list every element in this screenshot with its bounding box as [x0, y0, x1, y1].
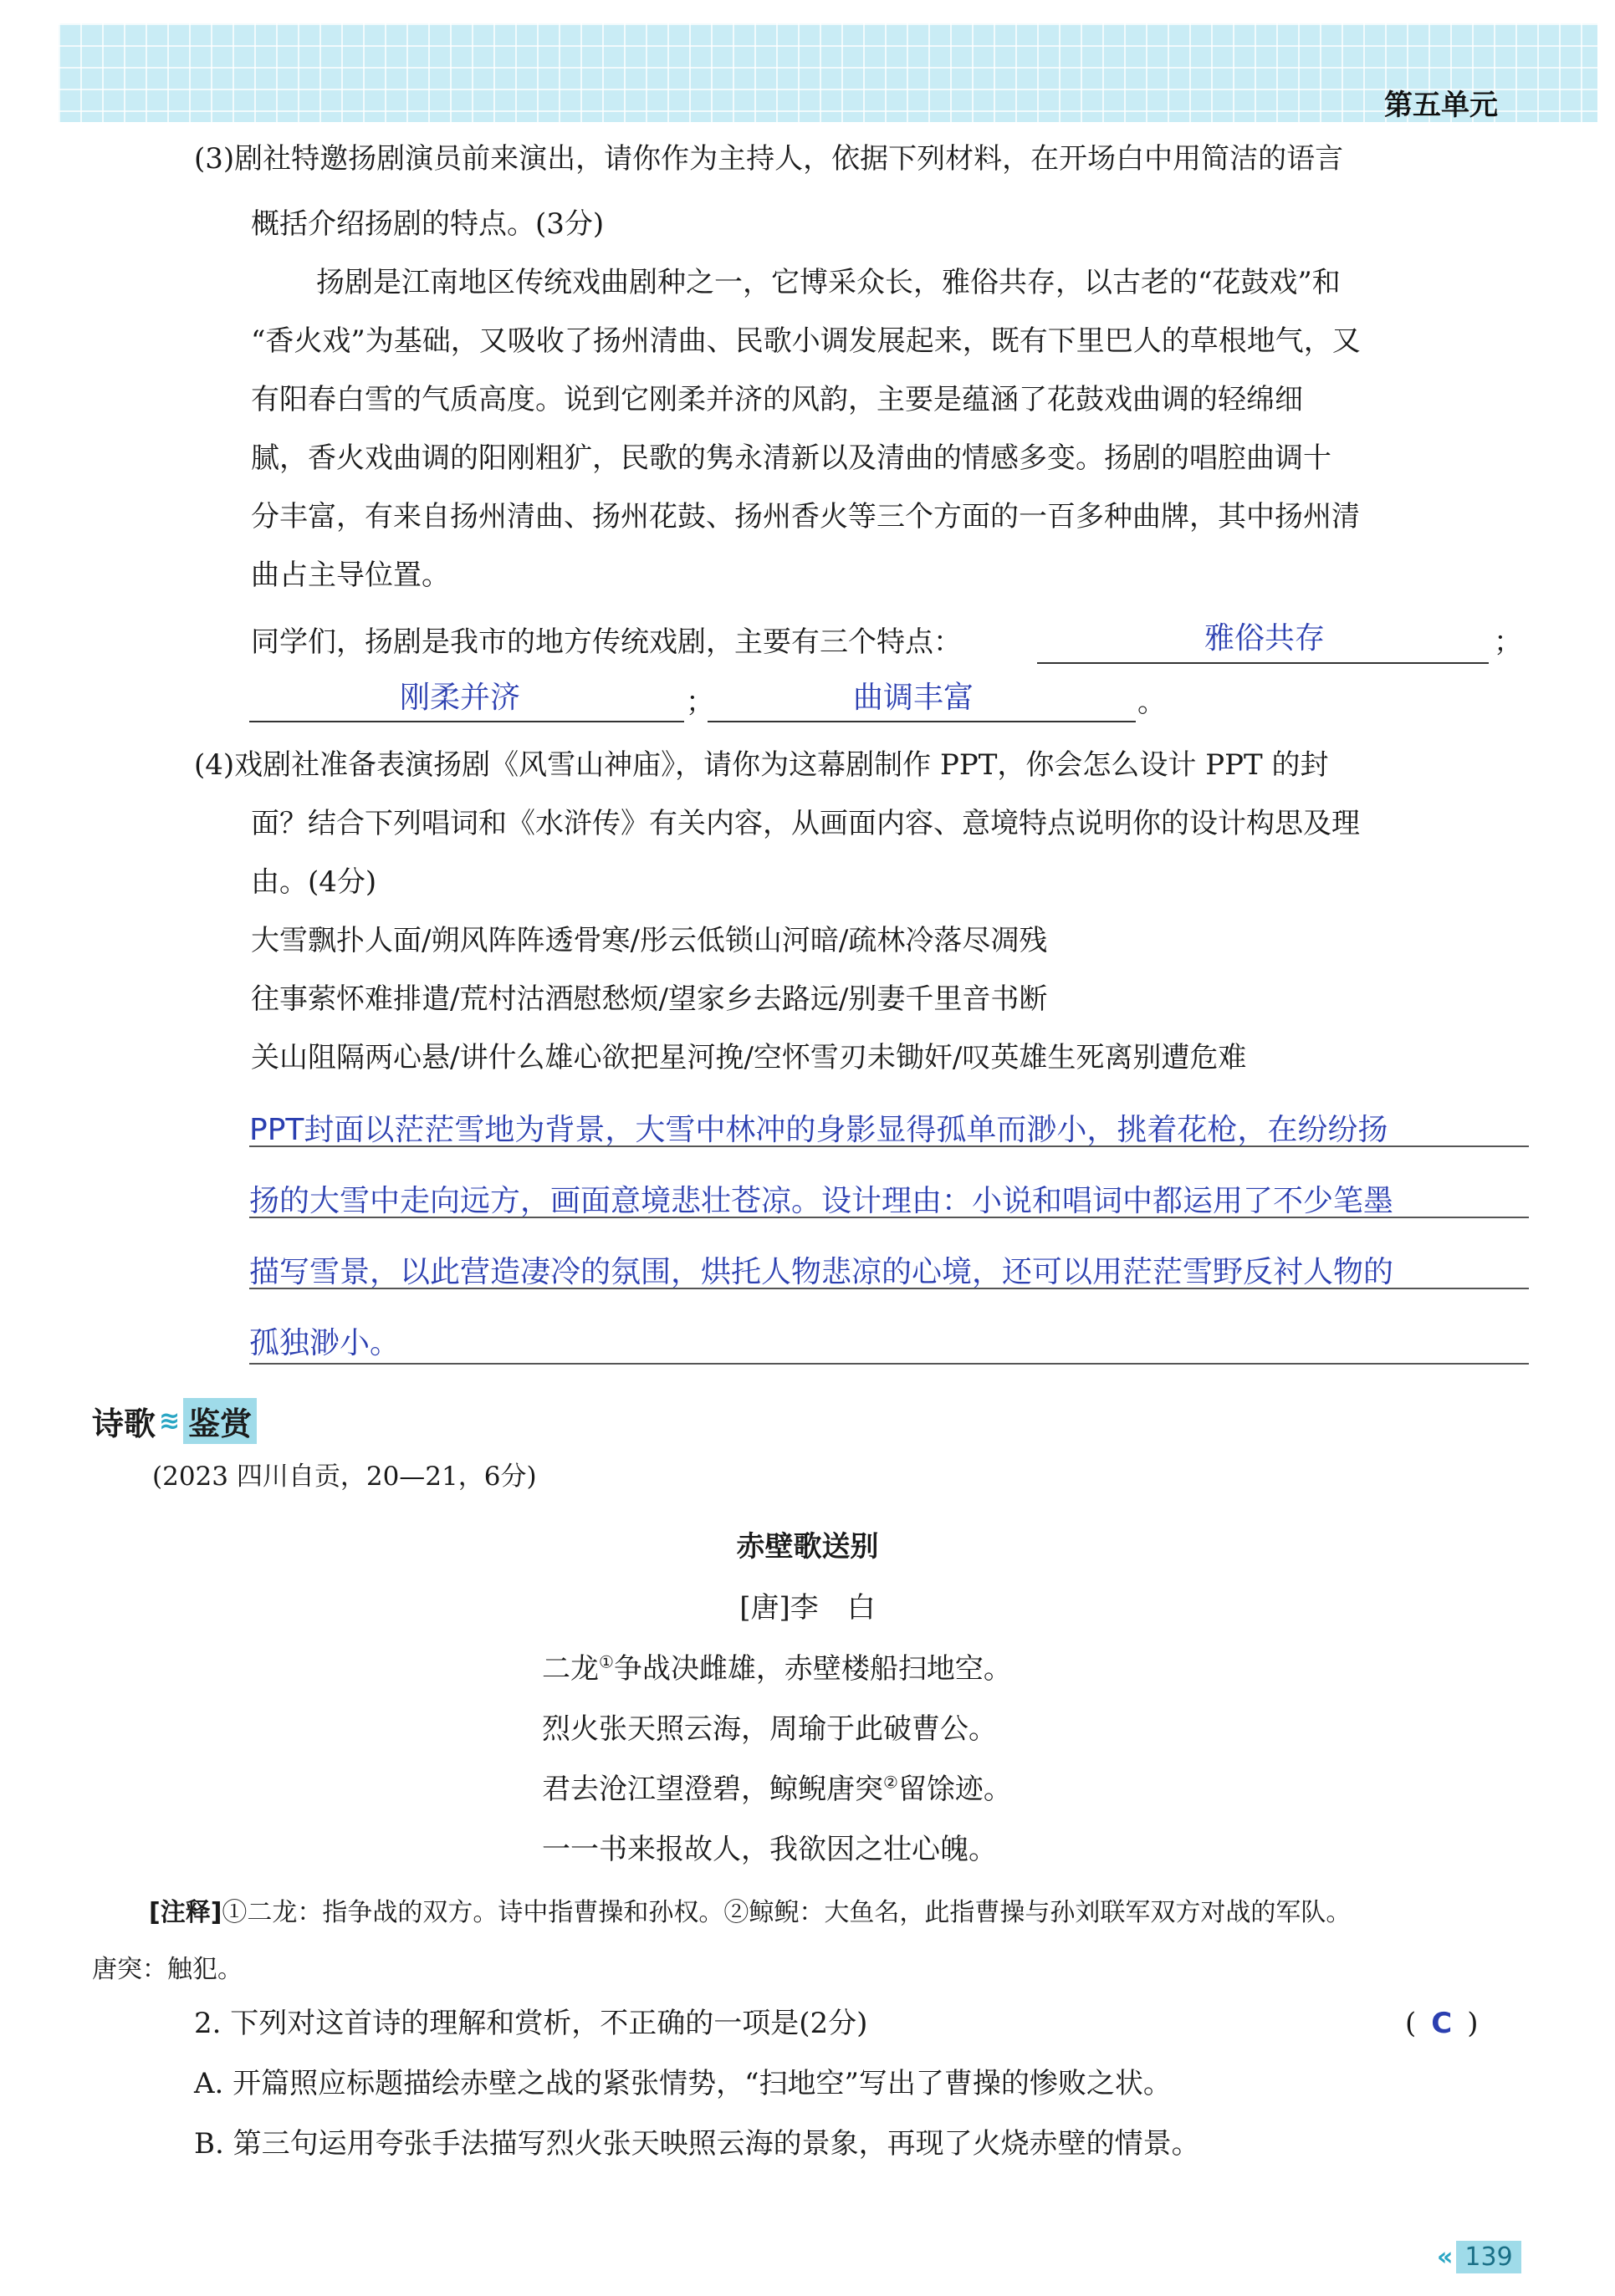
q3-separator: ；: [686, 686, 714, 719]
answer-rule: [249, 1288, 1529, 1289]
q3-stem-line1: (3)剧社特邀扬剧演员前来演出，请你作为主持人，依据下列材料，在开场白中用简洁的语言: [194, 142, 1344, 176]
q3-stem-line2: 概括介绍扬剧的特点。(3分): [251, 207, 605, 241]
q3-material-line: “香火戏”为基础，又吸收了扬州清曲、民歌小调发展起来，既有下里巴人的草根地气，又: [251, 324, 1361, 358]
q4-answer-line: 扬的大雪中走向远方，画面意境悲壮苍凉。设计理由：小说和唱词中都运用了不少笔墨: [249, 1184, 1394, 1218]
q3-answer-3: 曲调丰富: [853, 681, 974, 715]
q4-stem-line3: 由。(4分): [251, 865, 377, 899]
q3-answer-1: 雅俗共存: [1204, 621, 1326, 656]
q2-answer: C: [1431, 2007, 1453, 2040]
q4-stem-line1: (4)戏剧社准备表演扬剧《风雪山神庙》，请你为这幕剧制作 PPT，你会怎么设计 PPT 的封: [194, 748, 1329, 782]
q3-material-line: 分丰富，有来自扬州清曲、扬州花鼓、扬州香火等三个方面的一百多种曲牌，其中扬州清: [251, 500, 1360, 533]
poem-author: [唐]李 白: [739, 1591, 876, 1625]
answer-rule: [249, 1217, 1529, 1218]
q2-stem: 2. 下列对这首诗的理解和赏析，不正确的一项是(2分): [194, 2007, 868, 2040]
q3-prompt: 同学们，扬剧是我市的地方传统戏剧，主要有三个特点：: [251, 625, 962, 659]
q2-option-b[interactable]: B. 第三句运用夸张手法描写烈火张天映照云海的景象，再现了火烧赤壁的情景。: [194, 2127, 1200, 2161]
poem-source: (2023 四川自贡，20—21，6分): [152, 1462, 537, 1492]
q4-stem-line2: 面？结合下列唱词和《水浒传》有关内容，从画面内容、意境特点说明你的设计构思及理: [251, 807, 1360, 840]
poem-note-cont: 唐突：触犯。: [92, 1955, 243, 1984]
section-title-part1: 诗歌: [92, 1406, 156, 1442]
poem-line: 烈火张天照云海，周瑜于此破曹公。: [542, 1712, 997, 1746]
answer-rule: [249, 1363, 1529, 1365]
q3-separator: ；: [1494, 625, 1522, 659]
q4-lyric-line: 往事萦怀难排遣/荒村沽酒慰愁烦/望家乡去路远/别妻千里音书断: [251, 982, 1048, 1016]
poem-note: [注释]①二龙：指争战的双方。诗中指曹操和孙权。②鲸鲵：大鱼名，此指曹操与孙刘联军双方对战的军队。: [149, 1898, 1352, 1927]
poem-line: 二龙①争战决雌雄，赤壁楼船扫地空。: [542, 1651, 1012, 1686]
q2-option-a[interactable]: A. 开篇照应标题描绘赤壁之战的紧张情势，“扫地空”写出了曹操的惨败之状。: [194, 2067, 1172, 2100]
q3-material-line: 扬剧是江南地区传统戏曲剧种之一，它博采众长，雅俗共存，以古老的“花鼓戏”和: [316, 266, 1341, 299]
chevron-left-icon: «: [1437, 2242, 1454, 2272]
q3-blank-3[interactable]: [708, 721, 1136, 722]
q3-end-mark: 。: [1137, 686, 1166, 719]
q4-lyric-line: 大雪飘扑人面/朔风阵阵透骨寒/彤云低锁山河暗/疏林冷落尽凋残: [251, 924, 1048, 957]
q4-answer-line: PPT封面以茫茫雪地为背景，大雪中林冲的身影显得孤单而渺小，挑着花枪，在纷纷扬: [249, 1113, 1388, 1147]
wave-icon: ≋: [159, 1406, 181, 1436]
q3-material-line: 腻，香火戏曲调的阳刚粗犷，民歌的隽永清新以及清曲的情感多变。扬剧的唱腔曲调十: [251, 441, 1331, 475]
q4-lyric-line: 关山阻隔两心悬/讲什么雄心欲把星河挽/空怀雪刃未锄奸/叹英雄生死离别遭危难: [251, 1041, 1247, 1074]
answer-rule: [249, 1145, 1529, 1147]
q2-answer-box: ( C ): [1405, 2007, 1479, 2040]
q3-blank-1[interactable]: [1037, 662, 1489, 664]
poem-line: 一一书来报故人，我欲因之壮心魄。: [542, 1833, 997, 1866]
q4-answer-line: 孤独渺小。: [249, 1326, 401, 1360]
q4-answer-line: 描写雪景，以此营造凄冷的氛围，烘托人物悲凉的心境，还可以用茫茫雪野反衬人物的: [249, 1255, 1394, 1289]
section-title: [92, 1398, 257, 1444]
q3-material-line: 有阳春白雪的气质高度。说到它刚柔并济的风韵，主要是蕴涵了花鼓戏曲调的轻绵细: [251, 383, 1303, 416]
q3-blank-2[interactable]: [249, 721, 684, 722]
q3-material-line: 曲占主导位置。: [251, 559, 450, 592]
poem-title: 赤壁歌送别: [736, 1530, 879, 1564]
page-number: « 139: [1437, 2241, 1521, 2273]
unit-title: 第五单元: [1384, 89, 1498, 122]
section-title-part2: 鉴赏: [183, 1398, 257, 1444]
header-band: [59, 23, 1597, 122]
q3-answer-2: 刚柔并济: [400, 681, 521, 715]
poem-line: 君去沧江望澄碧，鲸鲵唐突②留馀迹。: [542, 1772, 1012, 1806]
